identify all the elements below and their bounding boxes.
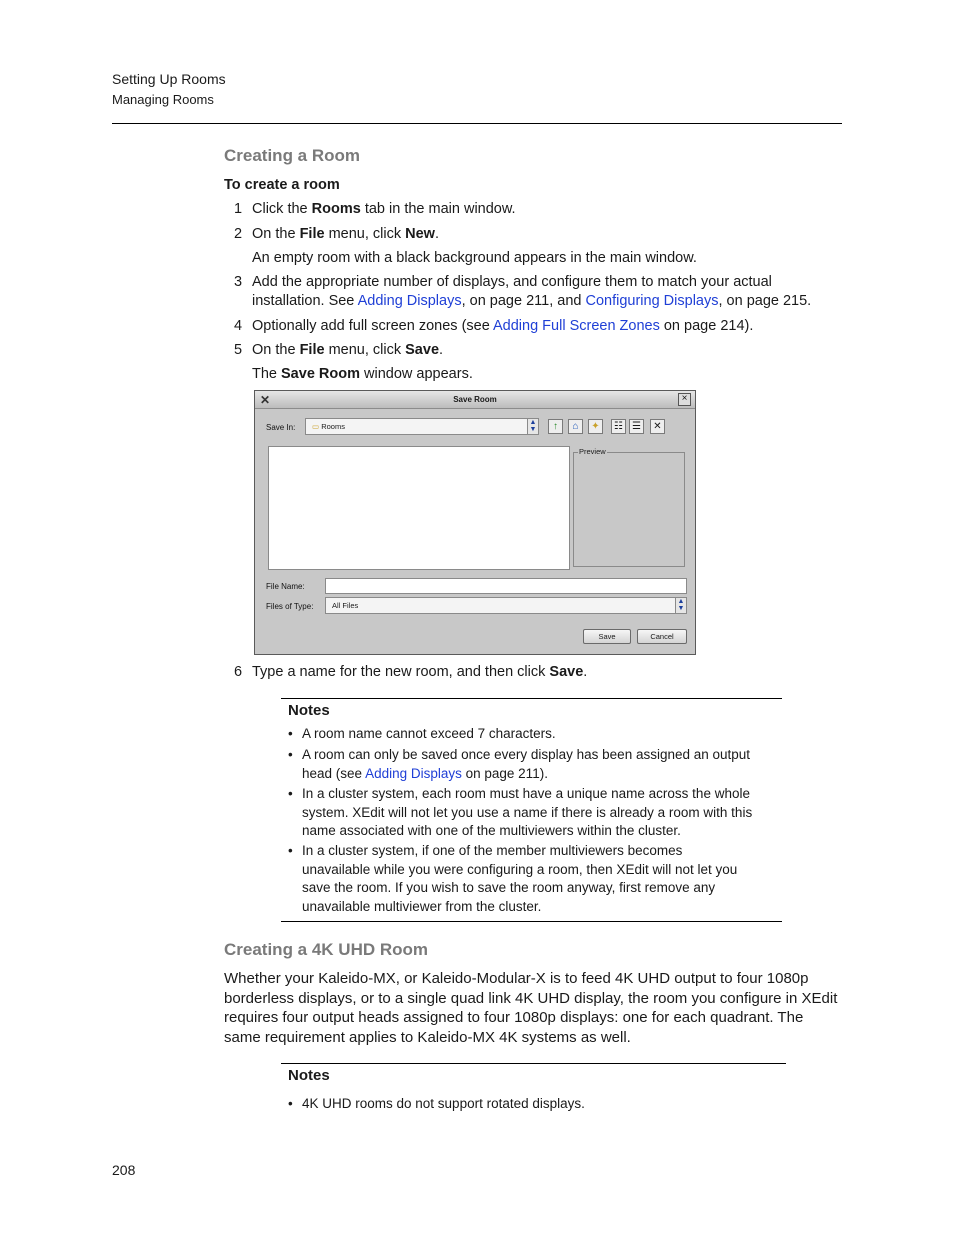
notes-top-rule — [281, 1063, 786, 1064]
step-2-result: An empty room with a black background appears in the main window. — [252, 250, 697, 266]
xedit-logo-icon: ✕ — [260, 393, 271, 407]
save-in-combo[interactable] — [305, 418, 539, 435]
delete-icon[interactable]: ✕ — [650, 419, 665, 434]
folder-icon: ▭ — [312, 422, 320, 431]
home-icon[interactable]: ⌂ — [568, 419, 583, 434]
file-list[interactable] — [268, 446, 570, 570]
preview-label: Preview — [579, 447, 606, 456]
save-button[interactable]: Save — [583, 629, 631, 644]
save-room-dialog — [254, 390, 696, 655]
section-heading-creating-4k-room: Creating a 4K UHD Room — [224, 940, 429, 959]
page-number: 208 — [112, 1162, 136, 1178]
step-1: 1 Click the Rooms tab in the main window. — [234, 201, 516, 217]
note-item: • 4K UHD rooms do not support rotated displays. — [288, 1096, 585, 1111]
running-header-section: Managing Rooms — [112, 92, 214, 107]
notes-title: Notes — [288, 702, 330, 719]
notes-top-rule — [281, 698, 782, 699]
note-item: • A room can only be saved once every display has been assigned an output head (see Adding Displays on page 211). — [288, 747, 751, 781]
header-rule — [112, 123, 842, 124]
files-of-type-combo[interactable]: All Files ▲ ▼ — [325, 597, 687, 614]
step-5-result: The Save Room window appears. — [252, 366, 473, 382]
save-in-value: ▭ Rooms — [312, 422, 345, 431]
step-5: 5 On the File menu, click Save. — [234, 342, 444, 358]
save-in-label: Save In: — [266, 423, 296, 432]
dialog-titlebar — [255, 391, 695, 409]
step-3: 3 Add the appropriate number of displays, and configure them to match your actual installation. See Adding Displays, on page 211, and Configuring Displays, on page 215. — [234, 274, 812, 309]
step-2: 2 On the File menu, click New. — [234, 226, 439, 242]
preview-panel — [573, 447, 685, 567]
close-icon[interactable]: × — [678, 393, 691, 406]
file-name-input[interactable] — [325, 578, 687, 594]
link-adding-displays[interactable]: Adding Displays — [365, 765, 462, 781]
section-heading-creating-room: Creating a Room — [224, 146, 361, 165]
files-of-type-label: Files of Type: — [266, 602, 314, 611]
combo-arrow-icon: ▲ ▼ — [527, 419, 538, 434]
dialog-title: Save Room — [453, 395, 497, 404]
running-header-chapter: Setting Up Rooms — [112, 71, 226, 87]
note-item: • In a cluster system, if one of the member multiviewers becomes unavailable while you were configuring a room, then XEdit will not let you save the room. If you wish to save the room anyway, first remove any unavailable multiviewer from the cluster. — [288, 843, 738, 914]
procedure-title: To create a room — [224, 177, 340, 193]
details-view-icon[interactable]: ☰ — [629, 419, 644, 434]
file-name-label: File Name: — [266, 582, 305, 591]
notes-title: Notes — [288, 1067, 330, 1084]
link-adding-displays[interactable]: Adding Displays — [357, 293, 462, 309]
up-folder-icon[interactable]: ↑ — [548, 419, 563, 434]
list-view-icon[interactable]: ☷ — [611, 419, 626, 434]
cancel-button[interactable]: Cancel — [637, 629, 687, 644]
combo-arrow-icon: ▲ ▼ — [675, 598, 686, 613]
new-folder-icon[interactable]: ✦ — [588, 419, 603, 434]
note-item: • In a cluster system, each room must have a unique name across the whole system. XEdit will not let you use a name if there is already a room with this name associated with one of the multiviewers within the cluster. — [288, 786, 753, 838]
note-item: • A room name cannot exceed 7 characters. — [288, 726, 556, 741]
body-paragraph: Whether your Kaleido-MX, or Kaleido-Modular-X is to feed 4K UHD output to four 1080p borderless displays, or to a single quad link 4K UHD display, the room you configure in XEdit requires four output heads assigned to four 1080p displays: one for each quadrant. The same requirement applies to Kaleido-MX 4K systems as well. — [224, 970, 838, 1046]
step-6: 6 Type a name for the new room, and then click Save. — [234, 664, 588, 680]
notes-bottom-rule — [281, 921, 782, 922]
step-4: 4 Optionally add full screen zones (see Adding Full Screen Zones on page 214). — [234, 318, 754, 334]
link-configuring-displays[interactable]: Configuring Displays — [585, 293, 719, 309]
link-adding-full-screen-zones[interactable]: Adding Full Screen Zones — [493, 318, 660, 334]
